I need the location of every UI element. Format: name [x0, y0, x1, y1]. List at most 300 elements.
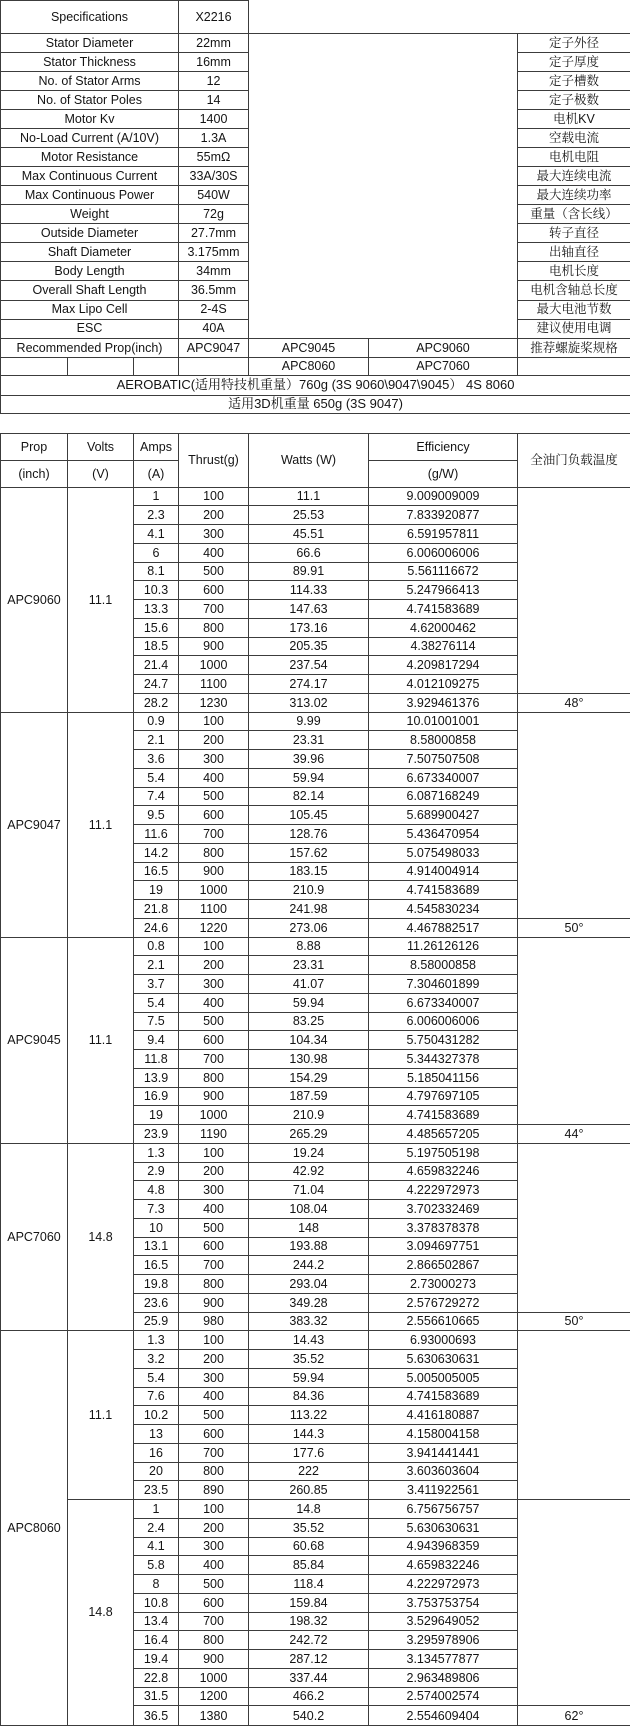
perf-efficiency: 7.833920877 — [369, 506, 518, 525]
perf-efficiency: 3.094697751 — [369, 1237, 518, 1256]
perf-amps: 3.7 — [134, 975, 179, 994]
perf-amps: 7.3 — [134, 1200, 179, 1219]
perf-watts: 198.32 — [249, 1612, 369, 1631]
perf-watts: 222 — [249, 1462, 369, 1481]
perf-efficiency: 6.006006006 — [369, 543, 518, 562]
perf-amps: 10.3 — [134, 581, 179, 600]
perf-amps: 2.4 — [134, 1518, 179, 1537]
spec-value: 22mm — [179, 34, 249, 53]
perf-row — [1, 1500, 630, 1519]
perf-efficiency: 5.005005005 — [369, 1368, 518, 1387]
perf-thrust: 1220 — [179, 918, 249, 937]
perf-efficiency: 3.702332469 — [369, 1200, 518, 1219]
perf-efficiency: 5.630630631 — [369, 1518, 518, 1537]
perf-amps: 25.9 — [134, 1312, 179, 1331]
perf-watts: 540.2 — [249, 1706, 369, 1726]
perf-watts: 8.88 — [249, 937, 369, 956]
perf-efficiency: 6.087168249 — [369, 787, 518, 806]
perf-watts: 147.63 — [249, 600, 369, 619]
perf-efficiency: 3.529649052 — [369, 1612, 518, 1631]
note-aerobatic: AEROBATIC(适用特技机重量）760g (3S 9060\9047\9045） 4S 8060 — [1, 375, 630, 395]
recommended-prop-alt-4: APC7060 — [369, 357, 518, 375]
perf-efficiency: 8.58000858 — [369, 731, 518, 750]
spec-value: 36.5mm — [179, 281, 249, 300]
recommended-prop-row-2 — [1, 357, 630, 375]
perf-amps: 3.6 — [134, 750, 179, 769]
spec-label-cn: 定子槽数 — [518, 72, 630, 91]
perf-watts: 183.15 — [249, 862, 369, 881]
perf-efficiency: 7.304601899 — [369, 975, 518, 994]
perf-efficiency: 5.197505198 — [369, 1143, 518, 1162]
perf-amps: 16.4 — [134, 1631, 179, 1650]
perf-thrust: 200 — [179, 956, 249, 975]
spec-value: 1.3A — [179, 129, 249, 148]
perf-efficiency: 11.26126126 — [369, 937, 518, 956]
spec-label-cn: 电机含轴总长度 — [518, 281, 630, 300]
perf-watts: 113.22 — [249, 1406, 369, 1425]
perf-thrust: 1100 — [179, 900, 249, 919]
spec-label-en: Max Continuous Current — [1, 167, 179, 186]
perf-amps: 2.9 — [134, 1162, 179, 1181]
performance-table — [0, 433, 630, 1726]
spec-value: 14 — [179, 91, 249, 110]
perf-amps: 31.5 — [134, 1687, 179, 1706]
perf-efficiency: 3.603603604 — [369, 1462, 518, 1481]
perf-efficiency: 4.741583689 — [369, 1387, 518, 1406]
perf-volts: 11.1 — [68, 937, 134, 1143]
perf-efficiency: 5.436470954 — [369, 825, 518, 844]
perf-thrust: 100 — [179, 937, 249, 956]
perf-watts: 130.98 — [249, 1050, 369, 1069]
perf-watts: 104.34 — [249, 1031, 369, 1050]
perf-thrust: 500 — [179, 1575, 249, 1594]
perf-temperature: 50° — [518, 1312, 630, 1331]
perf-amps: 6 — [134, 543, 179, 562]
perf-thrust: 400 — [179, 1387, 249, 1406]
perf-thrust: 500 — [179, 1406, 249, 1425]
perf-amps: 15.6 — [134, 618, 179, 637]
perf-watts: 66.6 — [249, 543, 369, 562]
perf-watts: 71.04 — [249, 1181, 369, 1200]
perf-amps: 14.2 — [134, 843, 179, 862]
perf-efficiency: 6.006006006 — [369, 1012, 518, 1031]
recommended-prop-row — [1, 338, 630, 357]
perf-thrust: 900 — [179, 1650, 249, 1669]
perf-thrust: 300 — [179, 1368, 249, 1387]
spec-label-cn: 最大电池节数 — [518, 300, 630, 319]
perf-temperature: 62° — [518, 1706, 630, 1726]
spec-label-en: ESC — [1, 319, 179, 338]
perf-thrust: 600 — [179, 1237, 249, 1256]
perf-efficiency: 5.689900427 — [369, 806, 518, 825]
perf-amps: 10 — [134, 1218, 179, 1237]
perf-watts: 89.91 — [249, 562, 369, 581]
recommended-prop-value: APC9047 — [179, 338, 249, 357]
spec-label-en: Overall Shaft Length — [1, 281, 179, 300]
perf-watts: 273.06 — [249, 918, 369, 937]
perf-efficiency: 4.222972973 — [369, 1181, 518, 1200]
spec-label-cn: 定子极数 — [518, 91, 630, 110]
perf-amps: 36.5 — [134, 1706, 179, 1726]
spec-label-en: No-Load Current (A/10V) — [1, 129, 179, 148]
perf-thrust: 700 — [179, 1256, 249, 1275]
perf-temperature: 44° — [518, 1125, 630, 1144]
recommended-prop-alt-2: APC9060 — [369, 338, 518, 357]
perf-watts: 23.31 — [249, 731, 369, 750]
perf-watts: 25.53 — [249, 506, 369, 525]
perf-watts: 241.98 — [249, 900, 369, 919]
col-header-prop-unit: (inch) — [1, 460, 68, 487]
perf-amps: 24.6 — [134, 918, 179, 937]
perf-thrust: 400 — [179, 543, 249, 562]
perf-thrust: 500 — [179, 1012, 249, 1031]
perf-efficiency: 7.507507508 — [369, 750, 518, 769]
perf-efficiency: 8.58000858 — [369, 956, 518, 975]
perf-row — [1, 1331, 630, 1350]
perf-row — [1, 487, 630, 506]
perf-watts: 274.17 — [249, 675, 369, 694]
perf-watts: 85.84 — [249, 1556, 369, 1575]
perf-watts: 19.24 — [249, 1143, 369, 1162]
perf-amps: 23.5 — [134, 1481, 179, 1500]
perf-thrust: 500 — [179, 1218, 249, 1237]
spec-label-en: Shaft Diameter — [1, 243, 179, 262]
perf-amps: 16.9 — [134, 1087, 179, 1106]
perf-watts: 35.52 — [249, 1518, 369, 1537]
spec-label-en: Stator Diameter — [1, 34, 179, 53]
perf-amps: 7.6 — [134, 1387, 179, 1406]
perf-thrust: 100 — [179, 1500, 249, 1519]
perf-amps: 7.4 — [134, 787, 179, 806]
perf-thrust: 700 — [179, 1050, 249, 1069]
perf-watts: 205.35 — [249, 637, 369, 656]
perf-watts: 128.76 — [249, 825, 369, 844]
spec-label-en: No. of Stator Arms — [1, 72, 179, 91]
perf-watts: 173.16 — [249, 618, 369, 637]
perf-amps: 1.3 — [134, 1143, 179, 1162]
perf-watts: 59.94 — [249, 993, 369, 1012]
perf-thrust: 980 — [179, 1312, 249, 1331]
perf-amps: 4.1 — [134, 525, 179, 544]
spec-label-en: No. of Stator Poles — [1, 91, 179, 110]
spec-label-en: Weight — [1, 205, 179, 224]
spec-label-en: Body Length — [1, 262, 179, 281]
perf-temperature: 48° — [518, 693, 630, 712]
perf-efficiency: 6.756756757 — [369, 1500, 518, 1519]
perf-watts: 144.3 — [249, 1425, 369, 1444]
perf-efficiency: 4.659832246 — [369, 1556, 518, 1575]
spec-label-cn: 定子厚度 — [518, 53, 630, 72]
perf-watts: 260.85 — [249, 1481, 369, 1500]
perf-watts: 383.32 — [249, 1312, 369, 1331]
perf-efficiency: 4.914004914 — [369, 862, 518, 881]
perf-efficiency: 4.62000462 — [369, 618, 518, 637]
perf-efficiency: 6.673340007 — [369, 993, 518, 1012]
perf-thrust: 400 — [179, 1556, 249, 1575]
spec-label-en: Motor Resistance — [1, 148, 179, 167]
col-header-watts: Watts (W) — [249, 434, 369, 488]
perf-watts: 293.04 — [249, 1275, 369, 1294]
perf-efficiency: 4.797697105 — [369, 1087, 518, 1106]
perf-efficiency: 3.941441441 — [369, 1443, 518, 1462]
perf-row — [1, 712, 630, 731]
perf-amps: 4.1 — [134, 1537, 179, 1556]
spacer — [0, 414, 630, 433]
perf-efficiency: 4.012109275 — [369, 675, 518, 694]
perf-efficiency: 6.591957811 — [369, 525, 518, 544]
perf-amps: 13 — [134, 1425, 179, 1444]
perf-efficiency: 4.38276114 — [369, 637, 518, 656]
perf-thrust: 500 — [179, 562, 249, 581]
perf-efficiency: 3.134577877 — [369, 1650, 518, 1669]
perf-amps: 1 — [134, 1500, 179, 1519]
perf-efficiency: 5.075498033 — [369, 843, 518, 862]
perf-watts: 159.84 — [249, 1593, 369, 1612]
perf-watts: 313.02 — [249, 693, 369, 712]
perf-temp-space — [518, 487, 630, 693]
perf-efficiency: 5.185041156 — [369, 1068, 518, 1087]
perf-efficiency: 2.574002574 — [369, 1687, 518, 1706]
perf-efficiency: 4.222972973 — [369, 1575, 518, 1594]
perf-watts: 114.33 — [249, 581, 369, 600]
perf-efficiency: 5.247966413 — [369, 581, 518, 600]
perf-efficiency: 4.158004158 — [369, 1425, 518, 1444]
perf-efficiency: 3.753753754 — [369, 1593, 518, 1612]
recommended-prop-alt-1: APC9045 — [249, 338, 369, 357]
perf-amps: 5.4 — [134, 1368, 179, 1387]
perf-thrust: 1200 — [179, 1687, 249, 1706]
perf-watts: 118.4 — [249, 1575, 369, 1594]
perf-efficiency: 2.963489806 — [369, 1668, 518, 1687]
perf-amps: 9.4 — [134, 1031, 179, 1050]
perf-thrust: 900 — [179, 637, 249, 656]
perf-efficiency: 5.750431282 — [369, 1031, 518, 1050]
perf-amps: 3.2 — [134, 1350, 179, 1369]
spec-label-cn: 电机电阻 — [518, 148, 630, 167]
perf-amps: 16.5 — [134, 1256, 179, 1275]
perf-watts: 14.8 — [249, 1500, 369, 1519]
perf-body — [1, 487, 630, 1725]
empty-cell — [134, 357, 179, 375]
perf-temp-space — [518, 1331, 630, 1500]
perf-watts: 39.96 — [249, 750, 369, 769]
perf-thrust: 900 — [179, 862, 249, 881]
perf-amps: 24.7 — [134, 675, 179, 694]
perf-watts: 148 — [249, 1218, 369, 1237]
perf-efficiency: 4.209817294 — [369, 656, 518, 675]
col-header-volts: Volts — [68, 434, 134, 461]
perf-efficiency: 2.866502867 — [369, 1256, 518, 1275]
perf-thrust: 800 — [179, 1275, 249, 1294]
recommended-prop-label: Recommended Prop(inch) — [1, 338, 179, 357]
perf-efficiency: 2.556610665 — [369, 1312, 518, 1331]
spec-value: 1400 — [179, 110, 249, 129]
perf-amps: 19 — [134, 1106, 179, 1125]
perf-amps: 22.8 — [134, 1668, 179, 1687]
perf-amps: 7.5 — [134, 1012, 179, 1031]
perf-efficiency: 2.73000273 — [369, 1275, 518, 1294]
perf-temp-space — [518, 712, 630, 918]
perf-amps: 2.1 — [134, 956, 179, 975]
perf-amps: 4.8 — [134, 1181, 179, 1200]
perf-row — [1, 937, 630, 956]
perf-temp-space — [518, 1500, 630, 1706]
perf-thrust: 300 — [179, 1537, 249, 1556]
perf-watts: 349.28 — [249, 1293, 369, 1312]
perf-thrust: 400 — [179, 993, 249, 1012]
perf-efficiency: 4.659832246 — [369, 1162, 518, 1181]
spec-label-cn: 建议使用电调 — [518, 319, 630, 338]
perf-watts: 466.2 — [249, 1687, 369, 1706]
perf-watts: 23.31 — [249, 956, 369, 975]
perf-thrust: 300 — [179, 750, 249, 769]
perf-thrust: 600 — [179, 1593, 249, 1612]
perf-watts: 105.45 — [249, 806, 369, 825]
perf-watts: 83.25 — [249, 1012, 369, 1031]
perf-thrust: 700 — [179, 1443, 249, 1462]
perf-thrust: 400 — [179, 1200, 249, 1219]
col-header-volts-unit: (V) — [68, 460, 134, 487]
perf-amps: 21.8 — [134, 900, 179, 919]
perf-amps: 13.1 — [134, 1237, 179, 1256]
perf-amps: 5.4 — [134, 768, 179, 787]
spec-value: 16mm — [179, 53, 249, 72]
perf-header-row-1 — [1, 434, 630, 461]
perf-volts: 14.8 — [68, 1143, 134, 1331]
perf-efficiency: 5.344327378 — [369, 1050, 518, 1069]
perf-amps: 28.2 — [134, 693, 179, 712]
perf-efficiency: 3.411922561 — [369, 1481, 518, 1500]
empty-cell — [1, 357, 68, 375]
perf-volts: 11.1 — [68, 712, 134, 937]
perf-efficiency: 4.467882517 — [369, 918, 518, 937]
perf-thrust: 200 — [179, 1162, 249, 1181]
note-row-3d — [1, 395, 630, 413]
perf-thrust: 800 — [179, 1631, 249, 1650]
perf-amps: 0.8 — [134, 937, 179, 956]
perf-watts: 14.43 — [249, 1331, 369, 1350]
spec-label-cn: 定子外径 — [518, 34, 630, 53]
perf-row — [1, 1143, 630, 1162]
empty-cell — [68, 357, 134, 375]
perf-watts: 84.36 — [249, 1387, 369, 1406]
spec-label-en: Stator Thickness — [1, 53, 179, 72]
perf-watts: 45.51 — [249, 525, 369, 544]
perf-thrust: 1000 — [179, 656, 249, 675]
perf-amps: 10.2 — [134, 1406, 179, 1425]
spec-header-row — [1, 1, 630, 34]
perf-efficiency: 10.01001001 — [369, 712, 518, 731]
empty-cell — [179, 357, 249, 375]
perf-volts: 14.8 — [68, 1500, 134, 1726]
perf-watts: 265.29 — [249, 1125, 369, 1144]
model-number: X2216 — [179, 1, 249, 34]
perf-watts: 9.99 — [249, 712, 369, 731]
perf-amps: 23.9 — [134, 1125, 179, 1144]
perf-efficiency: 3.929461376 — [369, 693, 518, 712]
perf-thrust: 300 — [179, 975, 249, 994]
note-row-aerobatic — [1, 375, 630, 395]
perf-amps: 9.5 — [134, 806, 179, 825]
perf-thrust: 700 — [179, 825, 249, 844]
perf-efficiency: 6.93000693 — [369, 1331, 518, 1350]
spec-middle-space — [249, 34, 518, 339]
perf-watts: 287.12 — [249, 1650, 369, 1669]
col-header-amps-unit: (A) — [134, 460, 179, 487]
col-header-efficiency: Efficiency — [369, 434, 518, 461]
note-3d: 适用3D机重量 650g (3S 9047) — [1, 395, 630, 413]
perf-efficiency: 2.576729272 — [369, 1293, 518, 1312]
perf-thrust: 600 — [179, 1425, 249, 1444]
spec-header-space — [249, 1, 630, 34]
spec-value: 40A — [179, 319, 249, 338]
perf-thrust: 600 — [179, 806, 249, 825]
perf-watts: 210.9 — [249, 1106, 369, 1125]
perf-watts: 237.54 — [249, 656, 369, 675]
col-header-temperature: 全油门负载温度 — [518, 434, 630, 488]
perf-efficiency: 5.561116672 — [369, 562, 518, 581]
spec-body — [1, 34, 630, 339]
perf-amps: 8 — [134, 1575, 179, 1594]
perf-amps: 18.5 — [134, 637, 179, 656]
spec-value: 27.7mm — [179, 224, 249, 243]
spec-label-cn: 电机长度 — [518, 262, 630, 281]
perf-thrust: 1000 — [179, 1668, 249, 1687]
perf-watts: 11.1 — [249, 487, 369, 506]
perf-amps: 19.8 — [134, 1275, 179, 1294]
col-header-efficiency-unit: (g/W) — [369, 460, 518, 487]
perf-thrust: 600 — [179, 581, 249, 600]
perf-thrust: 200 — [179, 1350, 249, 1369]
spec-label-cn: 最大连续电流 — [518, 167, 630, 186]
perf-watts: 187.59 — [249, 1087, 369, 1106]
perf-watts: 177.6 — [249, 1443, 369, 1462]
perf-prop: APC9047 — [1, 712, 68, 937]
perf-watts: 193.88 — [249, 1237, 369, 1256]
perf-amps: 11.6 — [134, 825, 179, 844]
perf-amps: 16 — [134, 1443, 179, 1462]
perf-amps: 1 — [134, 487, 179, 506]
perf-watts: 337.44 — [249, 1668, 369, 1687]
perf-thrust: 1190 — [179, 1125, 249, 1144]
perf-amps: 13.4 — [134, 1612, 179, 1631]
perf-watts: 35.52 — [249, 1350, 369, 1369]
perf-amps: 23.6 — [134, 1293, 179, 1312]
perf-prop: APC7060 — [1, 1143, 68, 1331]
perf-amps: 16.5 — [134, 862, 179, 881]
perf-thrust: 200 — [179, 1518, 249, 1537]
perf-thrust: 900 — [179, 1087, 249, 1106]
spec-label-cn: 重量（含长线） — [518, 205, 630, 224]
perf-efficiency: 3.378378378 — [369, 1218, 518, 1237]
perf-volts: 11.1 — [68, 1331, 134, 1500]
perf-thrust: 300 — [179, 1181, 249, 1200]
perf-thrust: 500 — [179, 787, 249, 806]
perf-thrust: 100 — [179, 1143, 249, 1162]
perf-thrust: 1230 — [179, 693, 249, 712]
col-header-amps: Amps — [134, 434, 179, 461]
perf-amps: 0.9 — [134, 712, 179, 731]
spec-value: 2-4S — [179, 300, 249, 319]
perf-efficiency: 4.943968359 — [369, 1537, 518, 1556]
perf-amps: 2.1 — [134, 731, 179, 750]
perf-watts: 59.94 — [249, 1368, 369, 1387]
perf-watts: 42.92 — [249, 1162, 369, 1181]
spec-value: 33A/30S — [179, 167, 249, 186]
spec-label-cn: 电机KV — [518, 110, 630, 129]
spec-row — [1, 34, 630, 53]
perf-thrust: 800 — [179, 1068, 249, 1087]
